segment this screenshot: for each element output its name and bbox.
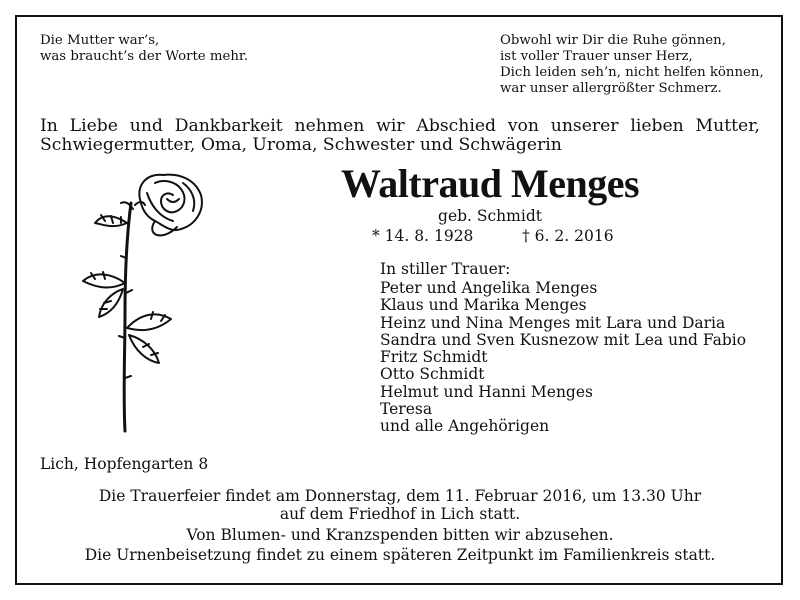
funeral-notice: Die Trauerfeier findet am Donnerstag, dem 11. Februar 2016, um 13.30 Uhr xyxy=(98,487,702,505)
mourners-list xyxy=(380,280,790,436)
death-date: † 6. 2. 2016 xyxy=(522,227,614,245)
rose-icon xyxy=(55,163,215,443)
verse-left-line: was braucht’s der Worte mehr. xyxy=(40,49,249,64)
verse-right-line: Obwohl wir Dir die Ruhe gönnen, xyxy=(500,33,726,48)
mourner-entry: Teresa xyxy=(380,400,433,419)
verse-right-line: war unser allergrößter Schmerz. xyxy=(500,81,722,96)
mourner-entry: Klaus und Marika Menges xyxy=(380,296,587,315)
mourners-title: In stiller Trauer: xyxy=(380,260,511,278)
birth-date: * 14. 8. 1928 xyxy=(372,227,474,245)
mourner-entry: Sandra und Sven Kusnezow mit Lea und Fabio xyxy=(380,330,747,349)
deceased-name: Waltraud Menges xyxy=(340,161,640,206)
address: Lich, Hopfengarten 8 xyxy=(40,455,209,473)
mourner-entry: Fritz Schmidt xyxy=(380,348,488,367)
mourner-entry: und alle Angehörigen xyxy=(380,417,550,436)
funeral-location: auf dem Friedhof in Lich statt. xyxy=(279,505,521,523)
verse-right-line: Dich leiden seh’n, nicht helfen können, xyxy=(500,65,764,80)
mourner-entry: Peter und Angelika Menges xyxy=(380,279,598,297)
mourner-entry: Helmut und Hanni Menges xyxy=(380,382,593,401)
verse-left xyxy=(40,33,380,65)
verse-right-line: ist voller Trauer unser Herz, xyxy=(500,49,693,64)
mourner-entry: Otto Schmidt xyxy=(380,365,485,384)
urn-notice: Die Urnenbeisetzung findet zu einem späteren Zeitpunkt im Familienkreis statt. xyxy=(84,546,716,564)
birth-name: geb. Schmidt xyxy=(438,207,542,225)
flowers-notice: Von Blumen- und Kranzspenden bitten wir abzusehen. xyxy=(186,526,614,544)
mourner-entry: Heinz und Nina Menges mit Lara und Daria xyxy=(380,313,726,332)
verse-left-line: Die Mutter war’s, xyxy=(40,33,160,48)
verse-right xyxy=(500,33,790,97)
intro-text: In Liebe und Dankbarkeit nehmen wir Abschied von unserer lieben Mutter, Schwiegermutter, Oma, Uroma, Schwester und Schwägerin xyxy=(40,116,760,155)
